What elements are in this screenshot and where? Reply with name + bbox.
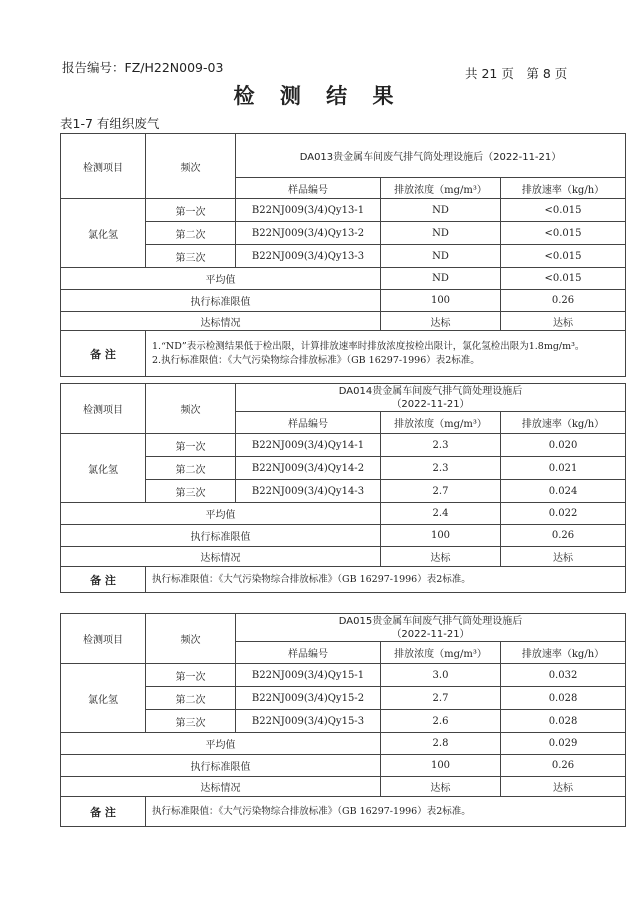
rate-cell: 0.028	[501, 710, 626, 733]
frequency-cell: 第三次	[146, 480, 236, 503]
rate-header: 排放速率（kg/h）	[501, 178, 626, 199]
rate-header: 排放速率（kg/h）	[501, 642, 626, 664]
frequency-cell: 第二次	[146, 687, 236, 710]
sample-no-header: 样品编号	[236, 642, 381, 664]
concentration-header: 排放浓度（mg/m³）	[381, 412, 501, 434]
concentration-cell: 2.6	[381, 710, 501, 733]
average-label: 平均值	[61, 268, 381, 290]
sample-no-cell: B22NJ009(3/4)Qy13-2	[236, 222, 381, 245]
sample-no-cell: B22NJ009(3/4)Qy15-3	[236, 710, 381, 733]
rate-cell: 0.024	[501, 480, 626, 503]
limit-rate: 0.26	[501, 290, 626, 312]
sample-no-cell: B22NJ009(3/4)Qy15-2	[236, 687, 381, 710]
compliance-label: 达标情况	[61, 312, 381, 331]
compliance-concentration: 达标	[381, 777, 501, 797]
sample-no-cell: B22NJ009(3/4)Qy15-1	[236, 664, 381, 687]
result-table-da013	[60, 133, 626, 377]
sample-no-header: 样品编号	[236, 412, 381, 434]
page-count: 共 21 页 第 8 页	[465, 66, 568, 81]
compliance-rate: 达标	[501, 777, 626, 797]
limit-rate: 0.26	[501, 755, 626, 777]
frequency-header: 频次	[146, 134, 236, 199]
result-table-da015	[60, 613, 626, 827]
concentration-header: 排放浓度（mg/m³）	[381, 178, 501, 199]
item-header: 检测项目	[61, 134, 146, 199]
sample-no-cell: B22NJ009(3/4)Qy14-2	[236, 457, 381, 480]
pollutant-cell: 氯化氢	[61, 664, 146, 733]
note-label: 备 注	[61, 797, 146, 827]
concentration-cell: 2.3	[381, 457, 501, 480]
rate-header: 排放速率（kg/h）	[501, 412, 626, 434]
table-title-line-2: （2022-11-21）	[391, 398, 470, 410]
limit-concentration: 100	[381, 525, 501, 547]
sample-no-cell: B22NJ009(3/4)Qy14-1	[236, 434, 381, 457]
sample-no-header: 样品编号	[236, 178, 381, 199]
rate-cell: 0.021	[501, 457, 626, 480]
limit-label: 执行标准限值	[61, 755, 381, 777]
result-table-da014	[60, 383, 626, 593]
frequency-cell: 第二次	[146, 457, 236, 480]
concentration-cell: ND	[381, 245, 501, 268]
table-title-line-1: DA015贵金属车间废气排气筒处理设施后	[338, 615, 523, 627]
concentration-cell: ND	[381, 199, 501, 222]
page-title: 检 测 结 果	[233, 84, 403, 108]
rate-cell: <0.015	[501, 245, 626, 268]
limit-label: 执行标准限值	[61, 290, 381, 312]
limit-label: 执行标准限值	[61, 525, 381, 547]
compliance-label: 达标情况	[61, 777, 381, 797]
compliance-rate: 达标	[501, 547, 626, 567]
concentration-cell: 2.7	[381, 480, 501, 503]
concentration-cell: 2.7	[381, 687, 501, 710]
table-title-line-1: DA014贵金属车间废气排气筒处理设施后	[338, 385, 523, 397]
rate-cell: 0.028	[501, 687, 626, 710]
average-label: 平均值	[61, 503, 381, 525]
note-line-1: 1.“ND”表示检测结果低于检出限，计算排放速率时排放浓度按检出限计，氯化氢检出限为1.8mg/m³。	[152, 340, 585, 352]
frequency-cell: 第一次	[146, 664, 236, 687]
concentration-cell: 3.0	[381, 664, 501, 687]
table-caption: 表1-7 有组织废气	[60, 116, 160, 131]
limit-concentration: 100	[381, 290, 501, 312]
average-rate: 0.022	[501, 503, 626, 525]
item-header: 检测项目	[61, 614, 146, 664]
average-rate: <0.015	[501, 268, 626, 290]
item-header: 检测项目	[61, 384, 146, 434]
sample-no-cell: B22NJ009(3/4)Qy13-3	[236, 245, 381, 268]
frequency-header: 频次	[146, 384, 236, 434]
rate-cell: 0.020	[501, 434, 626, 457]
note-text: 执行标准限值：《大气污染物综合排放标准》（GB 16297-1996）表2标准。	[146, 567, 626, 593]
frequency-cell: 第一次	[146, 199, 236, 222]
average-rate: 0.029	[501, 733, 626, 755]
note-text: 执行标准限值：《大气污染物综合排放标准》（GB 16297-1996）表2标准。	[146, 797, 626, 827]
compliance-label: 达标情况	[61, 547, 381, 567]
concentration-cell: ND	[381, 222, 501, 245]
table-title	[236, 384, 626, 412]
frequency-cell: 第三次	[146, 245, 236, 268]
table-title	[236, 614, 626, 642]
frequency-cell: 第三次	[146, 710, 236, 733]
table-title-line-2: （2022-11-21）	[391, 628, 470, 640]
compliance-concentration: 达标	[381, 547, 501, 567]
average-concentration: 2.8	[381, 733, 501, 755]
frequency-cell: 第二次	[146, 222, 236, 245]
note-label: 备 注	[61, 331, 146, 377]
pollutant-cell: 氯化氢	[61, 199, 146, 268]
limit-rate: 0.26	[501, 525, 626, 547]
average-concentration: ND	[381, 268, 501, 290]
frequency-cell: 第一次	[146, 434, 236, 457]
rate-cell: <0.015	[501, 199, 626, 222]
report-number: 报告编号：FZ/H22N009-03	[62, 60, 224, 75]
sample-no-cell: B22NJ009(3/4)Qy14-3	[236, 480, 381, 503]
note-text	[146, 331, 626, 377]
note-label: 备 注	[61, 567, 146, 593]
note-line-2: 2.执行标准限值：《大气污染物综合排放标准》（GB 16297-1996）表2标准。	[152, 354, 480, 366]
rate-cell: 0.032	[501, 664, 626, 687]
rate-cell: <0.015	[501, 222, 626, 245]
table-title: DA013贵金属车间废气排气筒处理设施后（2022-11-21）	[236, 134, 626, 178]
average-concentration: 2.4	[381, 503, 501, 525]
sample-no-cell: B22NJ009(3/4)Qy13-1	[236, 199, 381, 222]
pollutant-cell: 氯化氢	[61, 434, 146, 503]
compliance-rate: 达标	[501, 312, 626, 331]
concentration-cell: 2.3	[381, 434, 501, 457]
concentration-header: 排放浓度（mg/m³）	[381, 642, 501, 664]
limit-concentration: 100	[381, 755, 501, 777]
average-label: 平均值	[61, 733, 381, 755]
compliance-concentration: 达标	[381, 312, 501, 331]
frequency-header: 频次	[146, 614, 236, 664]
